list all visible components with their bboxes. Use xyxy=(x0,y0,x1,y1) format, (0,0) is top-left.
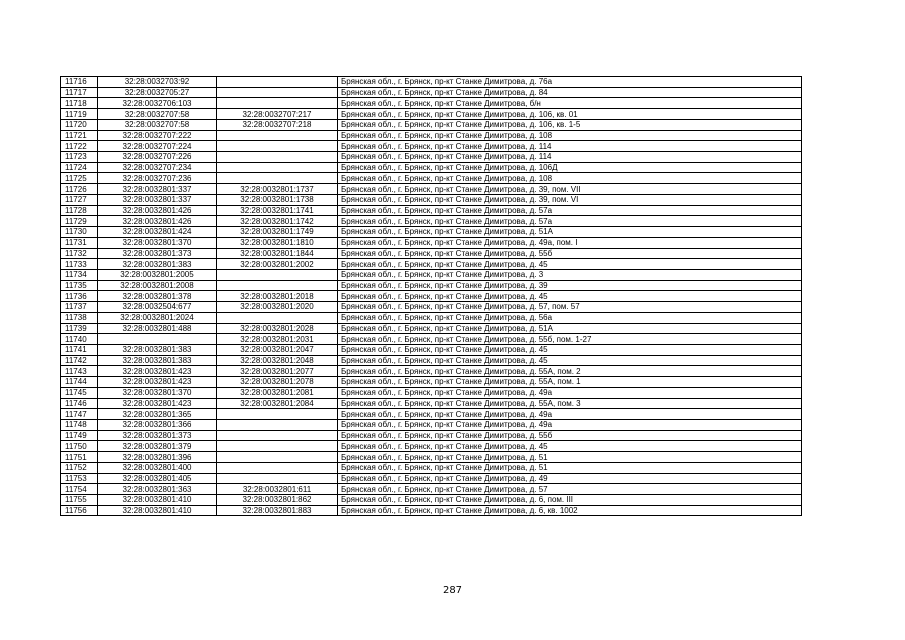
row-number-cell: 11726 xyxy=(61,184,98,195)
parcel-cadastral-number-cell xyxy=(98,334,217,345)
row-number-cell: 11720 xyxy=(61,119,98,130)
table-row xyxy=(61,152,802,163)
parcel-cadastral-number-cell: 32:28:0032801:2024 xyxy=(98,312,217,323)
object-cadastral-number-cell xyxy=(217,473,338,484)
table-row xyxy=(61,452,802,463)
object-cadastral-number-cell xyxy=(217,173,338,184)
address-cell: Брянская обл., г. Брянск, пр-кт Станке Димитрова, д. 108 xyxy=(338,130,802,141)
parcel-cadastral-number-cell: 32:28:0032801:423 xyxy=(98,398,217,409)
address-cell: Брянская обл., г. Брянск, пр-кт Станке Димитрова, д. 108 xyxy=(338,173,802,184)
table-row xyxy=(61,205,802,216)
table-row xyxy=(61,237,802,248)
object-cadastral-number-cell xyxy=(217,152,338,163)
row-number-cell: 11733 xyxy=(61,259,98,270)
address-cell: Брянская обл., г. Брянск, пр-кт Станке Димитрова, д. 49 xyxy=(338,473,802,484)
parcel-cadastral-number-cell: 32:28:0032801:423 xyxy=(98,377,217,388)
parcel-cadastral-number-cell: 32:28:0032801:365 xyxy=(98,409,217,420)
address-cell: Брянская обл., г. Брянск, пр-кт Станке Димитрова, д. 57а xyxy=(338,216,802,227)
table-row xyxy=(61,377,802,388)
row-number-cell: 11750 xyxy=(61,441,98,452)
object-cadastral-number-cell xyxy=(217,409,338,420)
object-cadastral-number-cell xyxy=(217,420,338,431)
table-row xyxy=(61,98,802,109)
table-row xyxy=(61,441,802,452)
table-row xyxy=(61,484,802,495)
address-cell: Брянская обл., г. Брянск, пр-кт Станке Димитрова, б/н xyxy=(338,98,802,109)
parcel-cadastral-number-cell: 32:28:0032801:363 xyxy=(98,484,217,495)
parcel-cadastral-number-cell: 32:28:0032801:488 xyxy=(98,323,217,334)
row-number-cell: 11728 xyxy=(61,205,98,216)
parcel-cadastral-number-cell: 32:28:0032801:426 xyxy=(98,216,217,227)
table-row xyxy=(61,280,802,291)
address-cell: Брянская обл., г. Брянск, пр-кт Станке Димитрова, д. 6, пом. III xyxy=(338,495,802,506)
table-row xyxy=(61,119,802,130)
parcel-cadastral-number-cell: 32:28:0032801:373 xyxy=(98,248,217,259)
row-number-cell: 11731 xyxy=(61,237,98,248)
row-number-cell: 11736 xyxy=(61,291,98,302)
address-cell: Брянская обл., г. Брянск, пр-кт Станке Димитрова, д. 51А xyxy=(338,323,802,334)
parcel-cadastral-number-cell: 32:28:0032801:370 xyxy=(98,237,217,248)
object-cadastral-number-cell: 32:28:0032801:1749 xyxy=(217,227,338,238)
table-row xyxy=(61,334,802,345)
row-number-cell: 11754 xyxy=(61,484,98,495)
table-row xyxy=(61,109,802,120)
row-number-cell: 11755 xyxy=(61,495,98,506)
table-row xyxy=(61,173,802,184)
table-row xyxy=(61,227,802,238)
table-row xyxy=(61,302,802,313)
parcel-cadastral-number-cell: 32:28:0032801:424 xyxy=(98,227,217,238)
page-number: 287 xyxy=(442,585,463,596)
table-row xyxy=(61,355,802,366)
object-cadastral-number-cell: 32:28:0032801:2077 xyxy=(217,366,338,377)
row-number-cell: 11746 xyxy=(61,398,98,409)
row-number-cell: 11745 xyxy=(61,387,98,398)
table-row xyxy=(61,312,802,323)
row-number-cell: 11727 xyxy=(61,194,98,205)
table-row xyxy=(61,141,802,152)
object-cadastral-number-cell: 32:28:0032801:1810 xyxy=(217,237,338,248)
address-cell: Брянская обл., г. Брянск, пр-кт Станке Димитрова, д. 114 xyxy=(338,152,802,163)
address-cell: Брянская обл., г. Брянск, пр-кт Станке Димитрова, д. 106, кв. 1-5 xyxy=(338,119,802,130)
row-number-cell: 11737 xyxy=(61,302,98,313)
object-cadastral-number-cell: 32:28:0032801:862 xyxy=(217,495,338,506)
address-cell: Брянская обл., г. Брянск, пр-кт Станке Димитрова, д. 114 xyxy=(338,141,802,152)
object-cadastral-number-cell xyxy=(217,280,338,291)
table-row xyxy=(61,462,802,473)
object-cadastral-number-cell: 32:28:0032801:1741 xyxy=(217,205,338,216)
object-cadastral-number-cell xyxy=(217,77,338,88)
address-cell: Брянская обл., г. Брянск, пр-кт Станке Димитрова, д. 55б xyxy=(338,430,802,441)
row-number-cell: 11749 xyxy=(61,430,98,441)
address-cell: Брянская обл., г. Брянск, пр-кт Станке Димитрова, д. 55А, пом. 3 xyxy=(338,398,802,409)
object-cadastral-number-cell: 32:28:0032801:1737 xyxy=(217,184,338,195)
address-cell: Брянская обл., г. Брянск, пр-кт Станке Димитрова, д. 57а xyxy=(338,205,802,216)
table-row xyxy=(61,184,802,195)
address-cell: Брянская обл., г. Брянск, пр-кт Станке Димитрова, д. 45 xyxy=(338,344,802,355)
parcel-cadastral-number-cell: 32:28:0032706:103 xyxy=(98,98,217,109)
row-number-cell: 11740 xyxy=(61,334,98,345)
row-number-cell: 11729 xyxy=(61,216,98,227)
address-cell: Брянская обл., г. Брянск, пр-кт Станке Димитрова, д. 3 xyxy=(338,269,802,280)
object-cadastral-number-cell: 32:28:0032801:1742 xyxy=(217,216,338,227)
object-cadastral-number-cell: 32:28:0032801:1844 xyxy=(217,248,338,259)
object-cadastral-number-cell xyxy=(217,441,338,452)
address-cell: Брянская обл., г. Брянск, пр-кт Станке Димитрова, д. 57 xyxy=(338,484,802,495)
object-cadastral-number-cell: 32:28:0032801:2078 xyxy=(217,377,338,388)
row-number-cell: 11730 xyxy=(61,227,98,238)
table-row xyxy=(61,505,802,516)
table-row xyxy=(61,420,802,431)
object-cadastral-number-cell xyxy=(217,98,338,109)
address-cell: Брянская обл., г. Брянск, пр-кт Станке Димитрова, д. 106Д xyxy=(338,162,802,173)
parcel-cadastral-number-cell: 32:28:0032801:2005 xyxy=(98,269,217,280)
object-cadastral-number-cell: 32:28:0032801:1738 xyxy=(217,194,338,205)
object-cadastral-number-cell: 32:28:0032801:2020 xyxy=(217,302,338,313)
address-cell: Брянская обл., г. Брянск, пр-кт Станке Димитрова, д. 106, кв. 01 xyxy=(338,109,802,120)
object-cadastral-number-cell: 32:28:0032801:2047 xyxy=(217,344,338,355)
object-cadastral-number-cell: 32:28:0032801:2028 xyxy=(217,323,338,334)
address-cell: Брянская обл., г. Брянск, пр-кт Станке Димитрова, д. 45 xyxy=(338,441,802,452)
address-cell: Брянская обл., г. Брянск, пр-кт Станке Димитрова, д. 55б, пом. 1-27 xyxy=(338,334,802,345)
row-number-cell: 11721 xyxy=(61,130,98,141)
table-row xyxy=(61,248,802,259)
table-row xyxy=(61,77,802,88)
table-row xyxy=(61,194,802,205)
address-cell: Брянская обл., г. Брянск, пр-кт Станке Димитрова, д. 57, пом. 57 xyxy=(338,302,802,313)
registry-table xyxy=(60,76,802,516)
object-cadastral-number-cell xyxy=(217,162,338,173)
parcel-cadastral-number-cell: 32:28:0032703:92 xyxy=(98,77,217,88)
table-row xyxy=(61,473,802,484)
parcel-cadastral-number-cell: 32:28:0032504:677 xyxy=(98,302,217,313)
address-cell: Брянская обл., г. Брянск, пр-кт Станке Димитрова, д. 49а, пом. I xyxy=(338,237,802,248)
row-number-cell: 11719 xyxy=(61,109,98,120)
object-cadastral-number-cell xyxy=(217,269,338,280)
parcel-cadastral-number-cell: 32:28:0032801:2008 xyxy=(98,280,217,291)
row-number-cell: 11716 xyxy=(61,77,98,88)
parcel-cadastral-number-cell: 32:28:0032801:337 xyxy=(98,184,217,195)
address-cell: Брянская обл., г. Брянск, пр-кт Станке Димитрова, д. 55А, пом. 2 xyxy=(338,366,802,377)
address-cell: Брянская обл., г. Брянск, пр-кт Станке Димитрова, д. 55А, пом. 1 xyxy=(338,377,802,388)
object-cadastral-number-cell xyxy=(217,141,338,152)
parcel-cadastral-number-cell: 32:28:0032707:234 xyxy=(98,162,217,173)
address-cell: Брянская обл., г. Брянск, пр-кт Станке Димитрова, д. 39, пом. VII xyxy=(338,184,802,195)
parcel-cadastral-number-cell: 32:28:0032801:400 xyxy=(98,462,217,473)
table-row xyxy=(61,409,802,420)
parcel-cadastral-number-cell: 32:28:0032801:426 xyxy=(98,205,217,216)
row-number-cell: 11742 xyxy=(61,355,98,366)
registry-table-body xyxy=(61,77,802,516)
address-cell: Брянская обл., г. Брянск, пр-кт Станке Димитрова, д. 51 xyxy=(338,462,802,473)
parcel-cadastral-number-cell: 32:28:0032801:383 xyxy=(98,355,217,366)
parcel-cadastral-number-cell: 32:28:0032705:27 xyxy=(98,87,217,98)
table-row xyxy=(61,130,802,141)
parcel-cadastral-number-cell: 32:28:0032801:396 xyxy=(98,452,217,463)
parcel-cadastral-number-cell: 32:28:0032801:366 xyxy=(98,420,217,431)
row-number-cell: 11741 xyxy=(61,344,98,355)
object-cadastral-number-cell: 32:28:0032707:217 xyxy=(217,109,338,120)
row-number-cell: 11724 xyxy=(61,162,98,173)
object-cadastral-number-cell: 32:28:0032801:2031 xyxy=(217,334,338,345)
row-number-cell: 11747 xyxy=(61,409,98,420)
row-number-cell: 11722 xyxy=(61,141,98,152)
object-cadastral-number-cell: 32:28:0032801:2048 xyxy=(217,355,338,366)
row-number-cell: 11753 xyxy=(61,473,98,484)
row-number-cell: 11732 xyxy=(61,248,98,259)
parcel-cadastral-number-cell: 32:28:0032707:58 xyxy=(98,119,217,130)
table-row xyxy=(61,269,802,280)
row-number-cell: 11751 xyxy=(61,452,98,463)
table-row xyxy=(61,495,802,506)
parcel-cadastral-number-cell: 32:28:0032707:236 xyxy=(98,173,217,184)
parcel-cadastral-number-cell: 32:28:0032801:337 xyxy=(98,194,217,205)
row-number-cell: 11743 xyxy=(61,366,98,377)
address-cell: Брянская обл., г. Брянск, пр-кт Станке Димитрова, д. 84 xyxy=(338,87,802,98)
row-number-cell: 11744 xyxy=(61,377,98,388)
row-number-cell: 11738 xyxy=(61,312,98,323)
object-cadastral-number-cell xyxy=(217,462,338,473)
object-cadastral-number-cell xyxy=(217,312,338,323)
table-row xyxy=(61,387,802,398)
address-cell: Брянская обл., г. Брянск, пр-кт Станке Димитрова, д. 45 xyxy=(338,291,802,302)
address-cell: Брянская обл., г. Брянск, пр-кт Станке Димитрова, д. 49а xyxy=(338,387,802,398)
object-cadastral-number-cell: 32:28:0032801:883 xyxy=(217,505,338,516)
address-cell: Брянская обл., г. Брянск, пр-кт Станке Димитрова, д. 39, пом. VI xyxy=(338,194,802,205)
object-cadastral-number-cell xyxy=(217,452,338,463)
object-cadastral-number-cell: 32:28:0032801:2081 xyxy=(217,387,338,398)
row-number-cell: 11717 xyxy=(61,87,98,98)
object-cadastral-number-cell: 32:28:0032801:2002 xyxy=(217,259,338,270)
address-cell: Брянская обл., г. Брянск, пр-кт Станке Димитрова, д. 56а xyxy=(338,312,802,323)
object-cadastral-number-cell: 32:28:0032801:611 xyxy=(217,484,338,495)
parcel-cadastral-number-cell: 32:28:0032801:370 xyxy=(98,387,217,398)
table-row xyxy=(61,162,802,173)
parcel-cadastral-number-cell: 32:28:0032801:410 xyxy=(98,495,217,506)
address-cell: Брянская обл., г. Брянск, пр-кт Станке Димитрова, д. 39 xyxy=(338,280,802,291)
row-number-cell: 11735 xyxy=(61,280,98,291)
parcel-cadastral-number-cell: 32:28:0032801:379 xyxy=(98,441,217,452)
table-row xyxy=(61,291,802,302)
address-cell: Брянская обл., г. Брянск, пр-кт Станке Димитрова, д. 49а xyxy=(338,420,802,431)
object-cadastral-number-cell: 32:28:0032801:2084 xyxy=(217,398,338,409)
parcel-cadastral-number-cell: 32:28:0032801:405 xyxy=(98,473,217,484)
address-cell: Брянская обл., г. Брянск, пр-кт Станке Димитрова, д. 51А xyxy=(338,227,802,238)
object-cadastral-number-cell: 32:28:0032801:2018 xyxy=(217,291,338,302)
address-cell: Брянская обл., г. Брянск, пр-кт Станке Димитрова, д. 51 xyxy=(338,452,802,463)
parcel-cadastral-number-cell: 32:28:0032801:378 xyxy=(98,291,217,302)
parcel-cadastral-number-cell: 32:28:0032801:423 xyxy=(98,366,217,377)
parcel-cadastral-number-cell: 32:28:0032801:383 xyxy=(98,344,217,355)
row-number-cell: 11739 xyxy=(61,323,98,334)
table-row xyxy=(61,87,802,98)
address-cell: Брянская обл., г. Брянск, пр-кт Станке Димитрова, д. 55б xyxy=(338,248,802,259)
address-cell: Брянская обл., г. Брянск, пр-кт Станке Димитрова, д. 49а xyxy=(338,409,802,420)
object-cadastral-number-cell xyxy=(217,87,338,98)
address-cell: Брянская обл., г. Брянск, пр-кт Станке Димитрова, д. 6, кв. 1002 xyxy=(338,505,802,516)
row-number-cell: 11718 xyxy=(61,98,98,109)
address-cell: Брянская обл., г. Брянск, пр-кт Станке Димитрова, д. 45 xyxy=(338,259,802,270)
table-row xyxy=(61,430,802,441)
parcel-cadastral-number-cell: 32:28:0032707:226 xyxy=(98,152,217,163)
table-row xyxy=(61,344,802,355)
object-cadastral-number-cell xyxy=(217,130,338,141)
table-row xyxy=(61,323,802,334)
address-cell: Брянская обл., г. Брянск, пр-кт Станке Димитрова, д. 76а xyxy=(338,77,802,88)
parcel-cadastral-number-cell: 32:28:0032801:373 xyxy=(98,430,217,441)
parcel-cadastral-number-cell: 32:28:0032707:224 xyxy=(98,141,217,152)
table-row xyxy=(61,398,802,409)
row-number-cell: 11756 xyxy=(61,505,98,516)
parcel-cadastral-number-cell: 32:28:0032707:222 xyxy=(98,130,217,141)
parcel-cadastral-number-cell: 32:28:0032801:410 xyxy=(98,505,217,516)
table-row xyxy=(61,259,802,270)
object-cadastral-number-cell xyxy=(217,430,338,441)
row-number-cell: 11734 xyxy=(61,269,98,280)
address-cell: Брянская обл., г. Брянск, пр-кт Станке Димитрова, д. 45 xyxy=(338,355,802,366)
row-number-cell: 11748 xyxy=(61,420,98,431)
table-row xyxy=(61,366,802,377)
row-number-cell: 11723 xyxy=(61,152,98,163)
object-cadastral-number-cell: 32:28:0032707:218 xyxy=(217,119,338,130)
table-row xyxy=(61,216,802,227)
row-number-cell: 11725 xyxy=(61,173,98,184)
parcel-cadastral-number-cell: 32:28:0032707:58 xyxy=(98,109,217,120)
row-number-cell: 11752 xyxy=(61,462,98,473)
parcel-cadastral-number-cell: 32:28:0032801:383 xyxy=(98,259,217,270)
